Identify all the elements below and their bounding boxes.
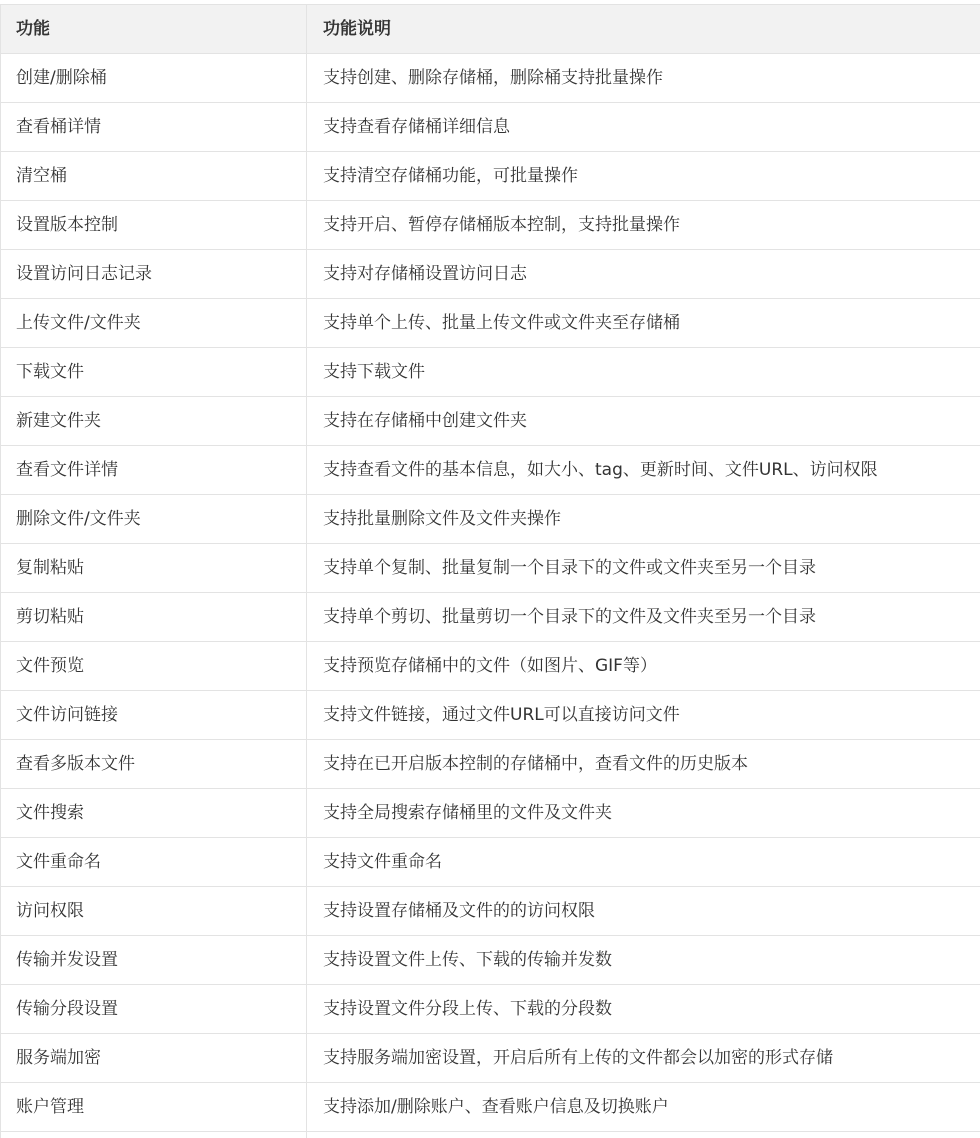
table-row bbox=[1, 593, 980, 642]
table-row bbox=[1, 152, 980, 201]
feature-table bbox=[0, 4, 980, 1138]
feature-description-cell: 支持单个复制、批量复制一个目录下的文件或文件夹至另一个目录 bbox=[307, 544, 980, 593]
table-row bbox=[1, 1083, 980, 1132]
table-row bbox=[1, 250, 980, 299]
feature-description-cell: 支持创建、删除存储桶，删除桶支持批量操作 bbox=[307, 54, 980, 103]
feature-name-cell: 清空桶 bbox=[1, 152, 307, 201]
feature-name-cell: 剪切粘贴 bbox=[1, 593, 307, 642]
feature-description-cell: 支持服务端加密设置，开启后所有上传的文件都会以加密的形式存储 bbox=[307, 1034, 980, 1083]
feature-description-cell: 支持单个上传、批量上传文件或文件夹至存储桶 bbox=[307, 299, 980, 348]
feature-description-cell: 支持设置存储桶及文件的的访问权限 bbox=[307, 887, 980, 936]
feature-name-cell: 传输并发设置 bbox=[1, 936, 307, 985]
table-row bbox=[1, 446, 980, 495]
table-row bbox=[1, 54, 980, 103]
table-row bbox=[1, 1132, 980, 1138]
feature-name-cell: 删除文件/文件夹 bbox=[1, 495, 307, 544]
table-row bbox=[1, 691, 980, 740]
table-row bbox=[1, 544, 980, 593]
feature-description-cell: 支持清空存储桶功能，可批量操作 bbox=[307, 152, 980, 201]
feature-name-cell: 账户管理 bbox=[1, 1083, 307, 1132]
feature-name-cell: 访问权限 bbox=[1, 887, 307, 936]
feature-name-cell: 上传文件/文件夹 bbox=[1, 299, 307, 348]
feature-name-cell: 新建文件夹 bbox=[1, 397, 307, 446]
table-row bbox=[1, 201, 980, 250]
table-row bbox=[1, 397, 980, 446]
feature-description-cell: 支持设置文件分段上传、下载的分段数 bbox=[307, 985, 980, 1034]
feature-name-cell: 文件访问链接 bbox=[1, 691, 307, 740]
table-row bbox=[1, 495, 980, 544]
feature-name-cell: 下载文件 bbox=[1, 348, 307, 397]
feature-name-cell: 查看多版本文件 bbox=[1, 740, 307, 789]
feature-name-cell: 文件重命名 bbox=[1, 838, 307, 887]
header-row bbox=[1, 5, 980, 54]
feature-description-cell: 支持添加/删除账户、查看账户信息及切换账户 bbox=[307, 1083, 980, 1132]
feature-description-cell: 支持对存储桶设置访问日志 bbox=[307, 250, 980, 299]
feature-description-cell: 支持查看存储桶详细信息 bbox=[307, 103, 980, 152]
feature-description-cell: 支持在存储桶中创建文件夹 bbox=[307, 397, 980, 446]
feature-name-cell: 查看文件详情 bbox=[1, 446, 307, 495]
feature-description-cell: 支持文件链接，通过文件URL可以直接访问文件 bbox=[307, 691, 980, 740]
table-row bbox=[1, 789, 980, 838]
table-row bbox=[1, 348, 980, 397]
feature-name-cell: 设置访问日志记录 bbox=[1, 250, 307, 299]
feature-name-cell: 设置版本控制 bbox=[1, 201, 307, 250]
feature-description-cell: 支持预览存储桶中的文件（如图片、GIF等） bbox=[307, 642, 980, 691]
feature-description-cell bbox=[307, 1132, 980, 1138]
feature-name-cell: 查看桶详情 bbox=[1, 103, 307, 152]
table-header bbox=[1, 5, 980, 54]
feature-name-cell: 文件搜索 bbox=[1, 789, 307, 838]
table-row bbox=[1, 299, 980, 348]
feature-description-cell: 支持开启、暂停存储桶版本控制，支持批量操作 bbox=[307, 201, 980, 250]
feature-description-cell: 支持下载文件 bbox=[307, 348, 980, 397]
feature-description-cell: 支持查看文件的基本信息，如大小、tag、更新时间、文件URL、访问权限 bbox=[307, 446, 980, 495]
table-row bbox=[1, 740, 980, 789]
feature-name-cell: 复制粘贴 bbox=[1, 544, 307, 593]
column-header-feature: 功能 bbox=[1, 5, 307, 54]
table-row bbox=[1, 642, 980, 691]
feature-description-cell: 支持全局搜索存储桶里的文件及文件夹 bbox=[307, 789, 980, 838]
table-row bbox=[1, 887, 980, 936]
table-row bbox=[1, 1034, 980, 1083]
table-row bbox=[1, 103, 980, 152]
column-header-description: 功能说明 bbox=[307, 5, 980, 54]
feature-name-cell: 文件预览 bbox=[1, 642, 307, 691]
table-row bbox=[1, 936, 980, 985]
feature-description-cell: 支持设置文件上传、下载的传输并发数 bbox=[307, 936, 980, 985]
feature-name-cell: 创建/删除桶 bbox=[1, 54, 307, 103]
feature-description-cell: 支持文件重命名 bbox=[307, 838, 980, 887]
table-row bbox=[1, 985, 980, 1034]
feature-description-cell: 支持单个剪切、批量剪切一个目录下的文件及文件夹至另一个目录 bbox=[307, 593, 980, 642]
feature-name-cell bbox=[1, 1132, 307, 1138]
feature-name-cell: 传输分段设置 bbox=[1, 985, 307, 1034]
table-body bbox=[1, 54, 980, 1138]
feature-name-cell: 服务端加密 bbox=[1, 1034, 307, 1083]
table-row bbox=[1, 838, 980, 887]
feature-description-cell: 支持在已开启版本控制的存储桶中，查看文件的历史版本 bbox=[307, 740, 980, 789]
feature-description-cell: 支持批量删除文件及文件夹操作 bbox=[307, 495, 980, 544]
